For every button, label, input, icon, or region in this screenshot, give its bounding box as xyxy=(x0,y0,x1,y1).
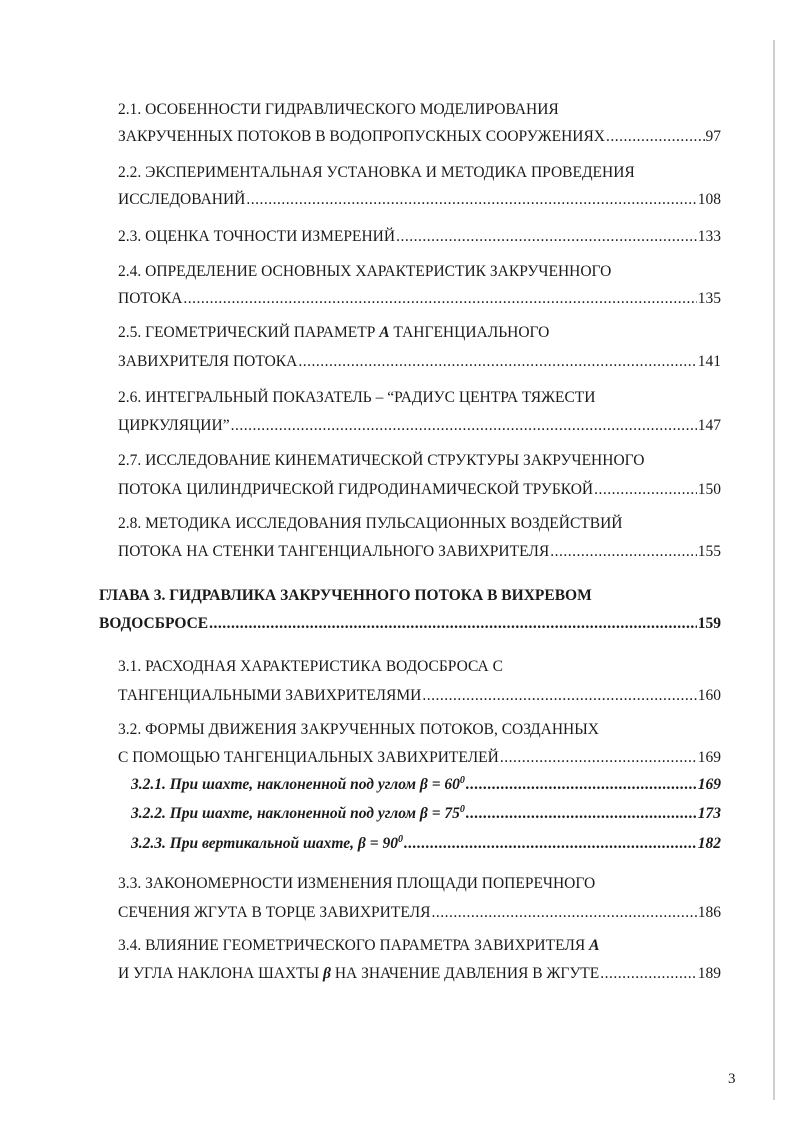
toc-page-number: 150 xyxy=(697,481,721,498)
toc-entry-text: ПОТОКА xyxy=(118,290,183,307)
toc-entry-text: 2.3. ОЦЕНКА ТОЧНОСТИ ИЗМЕРЕНИЙ xyxy=(118,228,396,245)
toc-entry-2-2-line1: 2.2. ЭКСПЕРИМЕНТАЛЬНАЯ УСТАНОВКА И МЕТОДИКА ПРОВЕДЕНИЯ xyxy=(118,164,635,181)
leader-dots xyxy=(550,542,697,562)
toc-entry-2-2-line2 xyxy=(118,190,721,210)
toc-entry-2-5-line1 xyxy=(118,323,549,343)
toc-page-number: 108 xyxy=(697,191,721,208)
toc-page-number: 173 xyxy=(697,805,721,822)
leader-dots xyxy=(231,416,697,436)
toc-page-number: 186 xyxy=(697,904,721,921)
degree-superscript: 0 xyxy=(459,774,465,786)
leader-dots xyxy=(466,775,697,795)
toc-entry-2-1-line2 xyxy=(118,127,721,147)
leader-dots xyxy=(600,964,697,984)
leader-dots xyxy=(183,289,696,309)
leader-dots xyxy=(246,190,696,210)
toc-entry-2-4-line1: 2.4. ОПРЕДЕЛЕНИЕ ОСНОВНЫХ ХАРАКТЕРИСТИК ЗАКРУЧЕННОГО xyxy=(118,263,612,280)
leader-dots xyxy=(431,903,696,923)
toc-entry-text: СЕЧЕНИЯ ЖГУТА В ТОРЦЕ ЗАВИХРИТЕЛЯ xyxy=(118,904,431,921)
toc-page-number: 169 xyxy=(697,776,721,793)
parameter-a-symbol: A xyxy=(379,324,390,341)
toc-entry-3-1-line1: 3.1. РАСХОДНАЯ ХАРАКТЕРИСТИКА ВОДОСБРОСА С xyxy=(118,658,503,675)
leader-dots xyxy=(500,748,697,768)
toc-entry-2-7-line1: 2.7. ИССЛЕДОВАНИЕ КИНЕМАТИЧЕСКОЙ СТРУКТУРЫ ЗАКРУЧЕННОГО xyxy=(118,452,645,469)
toc-entry-3-3-line1: 3.3. ЗАКОНОМЕРНОСТИ ИЗМЕНЕНИЯ ПЛОЩАДИ ПОПЕРЕЧНОГО xyxy=(118,875,596,892)
subentry-label: 3.2.1. При шахте, наклоненной под углом xyxy=(131,776,416,793)
toc-entry-2-5-line2 xyxy=(118,352,721,372)
toc-entry-text: ВОДОСБРОСЕ xyxy=(99,615,209,632)
toc-entry-3-3-line2 xyxy=(118,903,721,923)
toc-page-number: 97 xyxy=(705,128,721,145)
leader-dots xyxy=(298,352,696,372)
degree-superscript: 0 xyxy=(459,803,465,815)
toc-entry-text: ЗАКРУЧЕННЫХ ПОТОКОВ В ВОДОПРОПУСКНЫХ СООРУЖЕНИЯХ xyxy=(118,128,605,145)
toc-entry-2-8-line2 xyxy=(118,542,721,562)
toc-page-number: 133 xyxy=(697,228,721,245)
page-number: 3 xyxy=(728,1071,736,1087)
toc-entry-3-4-line1 xyxy=(118,936,599,956)
toc-entry-text xyxy=(131,804,465,824)
toc-subentry-3-2-2 xyxy=(131,804,721,824)
toc-entry-text: ЗАВИХРИТЕЛЯ ПОТОКА xyxy=(118,353,298,370)
toc-entry-2-3 xyxy=(118,227,721,247)
toc-entry-2-1-line1: 2.1. ОСОБЕННОСТИ ГИДРАВЛИЧЕСКОГО МОДЕЛИРОВАНИЯ xyxy=(118,101,559,118)
angle-value: = 90 xyxy=(365,835,398,852)
parameter-a-symbol: A xyxy=(589,937,600,954)
beta-symbol: β xyxy=(323,965,331,982)
degree-superscript: 0 xyxy=(397,833,403,845)
beta-symbol: β xyxy=(419,776,428,793)
toc-page-number: 189 xyxy=(697,965,721,982)
toc-entry-text xyxy=(131,834,403,854)
toc-entry-3-4-line2 xyxy=(118,964,721,984)
toc-entry-2-6-line1: 2.6. ИНТЕГРАЛЬНЫЙ ПОКАЗАТЕЛЬ – “РАДИУС ЦЕНТРА ТЯЖЕСТИ xyxy=(118,389,596,406)
toc-entry-text xyxy=(118,964,599,984)
toc-page-number: 155 xyxy=(697,543,721,560)
leader-dots xyxy=(396,227,697,247)
toc-entry-text-part: И УГЛА НАКЛОНА ШАХТЫ xyxy=(118,965,320,982)
toc-entry-text-part: НА ЗНАЧЕНИЕ ДАВЛЕНИЯ В ЖГУТЕ xyxy=(334,965,600,982)
toc-page-number: 135 xyxy=(697,290,721,307)
toc-entry-3-2-line2 xyxy=(118,748,721,768)
toc-entry-2-4-line2 xyxy=(118,289,721,309)
toc-entry-text: С ПОМОЩЬЮ ТАНГЕНЦИАЛЬНЫХ ЗАВИХРИТЕЛЕЙ xyxy=(118,749,499,766)
leader-dots xyxy=(404,834,697,854)
leader-dots xyxy=(209,614,697,634)
subentry-label: 3.2.2. При шахте, наклоненной под углом xyxy=(131,805,416,822)
toc-entry-2-8-line1: 2.8. МЕТОДИКА ИССЛЕДОВАНИЯ ПУЛЬСАЦИОННЫХ ВОЗДЕЙСТВИЙ xyxy=(118,515,623,532)
toc-entry-text: 3.4. ВЛИЯНИЕ ГЕОМЕТРИЧЕСКОГО ПАРАМЕТРА ЗАВИХРИТЕЛЯ xyxy=(118,937,586,954)
toc-page-number: 182 xyxy=(697,835,721,852)
toc-entry-text: 2.5. ГЕОМЕТРИЧЕСКИЙ ПАРАМЕТР xyxy=(118,324,376,341)
beta-symbol: β xyxy=(419,805,428,822)
toc-page-number: 141 xyxy=(697,353,721,370)
chapter-3-heading-line1: ГЛАВА 3. ГИДРАВЛИКА ЗАКРУЧЕННОГО ПОТОКА В ВИХРЕВОМ xyxy=(99,587,592,604)
angle-value: = 60 xyxy=(427,776,460,793)
toc-entry-text: ИССЛЕДОВАНИЙ xyxy=(118,191,246,208)
toc-entry-2-7-line2 xyxy=(118,480,721,500)
chapter-3-heading-line2 xyxy=(99,614,721,634)
toc-entry-text: ЦИРКУЛЯЦИИ” xyxy=(118,417,230,434)
beta-symbol: β xyxy=(357,835,366,852)
toc-entry-text xyxy=(131,775,465,795)
toc-subentry-3-2-3 xyxy=(131,834,721,854)
subentry-label: 3.2.3. При вертикальной шахте, xyxy=(131,835,355,852)
toc-entry-text: ПОТОКА НА СТЕНКИ ТАНГЕНЦИАЛЬНОГО ЗАВИХРИТЕЛЯ xyxy=(118,543,550,560)
leader-dots xyxy=(466,804,697,824)
toc-entry-text: ТАНГЕНЦИАЛЬНЫМИ ЗАВИХРИТЕЛЯМИ xyxy=(118,687,422,704)
leader-dots xyxy=(422,686,696,706)
toc-page-number: 160 xyxy=(697,687,721,704)
toc-entry-text: ПОТОКА ЦИЛИНДРИЧЕСКОЙ ГИДРОДИНАМИЧЕСКОЙ ТРУБКОЙ xyxy=(118,481,594,498)
toc-page-number: 147 xyxy=(697,417,721,434)
toc-entry-3-1-line2 xyxy=(118,686,721,706)
leader-dots xyxy=(594,480,697,500)
toc-page-number: 169 xyxy=(697,749,721,766)
toc-page-number: 159 xyxy=(697,615,721,632)
leader-dots xyxy=(606,127,705,147)
scan-edge-mark xyxy=(773,40,775,1100)
toc-entry-text: ТАНГЕНЦИАЛЬНОГО xyxy=(393,324,550,341)
angle-value: = 75 xyxy=(427,805,460,822)
toc-subentry-3-2-1 xyxy=(131,775,721,795)
toc-entry-2-6-line2 xyxy=(118,416,721,436)
toc-entry-3-2-line1: 3.2. ФОРМЫ ДВИЖЕНИЯ ЗАКРУЧЕННЫХ ПОТОКОВ, СОЗДАННЫХ xyxy=(118,721,599,738)
